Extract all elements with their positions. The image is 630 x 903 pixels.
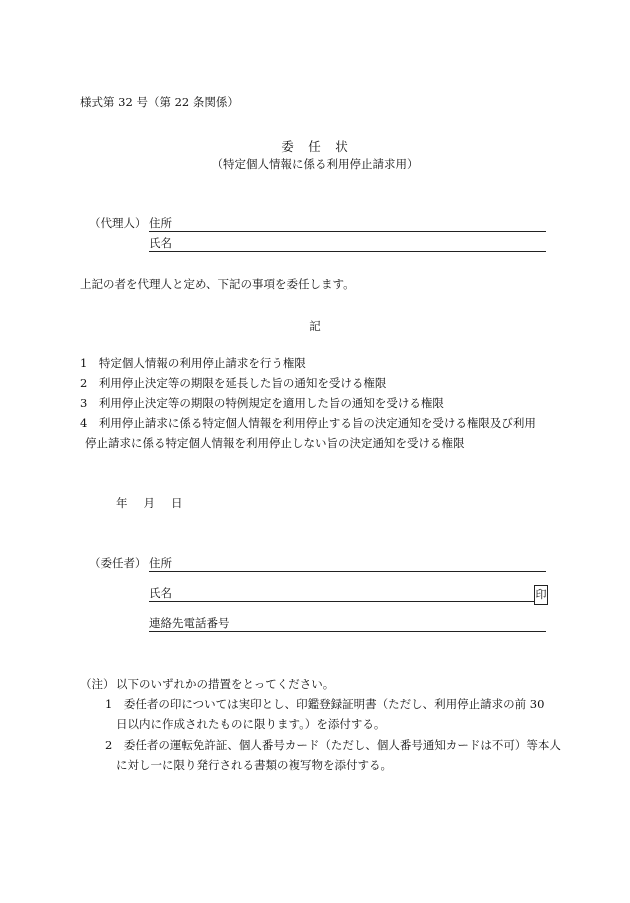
- notes-label: （注）: [80, 677, 115, 691]
- principal-phone-field: [149, 631, 546, 632]
- item-continuation: 停止請求に係る特定個人情報を利用停止しない旨の決定通知を受ける権限: [85, 436, 465, 450]
- agent-name-field: [149, 251, 546, 252]
- note-text: 委任者の運転免許証、個人番号カード（ただし、個人番号通知カードは不可）等本人: [123, 738, 561, 752]
- date-year: 年: [116, 496, 128, 510]
- principal-label: （委任者）: [89, 556, 147, 570]
- note-item-continuation: 日以内に作成されたものに限ります。）を添付する。: [116, 717, 386, 731]
- item-text: 利用停止決定等の期限の特例規定を適用した旨の通知を受ける権限: [98, 396, 444, 410]
- note-number: 1: [105, 697, 113, 711]
- notes-intro: 以下のいずれかの措置をとってください。: [116, 677, 335, 691]
- list-item: [80, 397, 444, 411]
- principal-address-field: [149, 571, 546, 572]
- list-item: [80, 357, 306, 371]
- item-number: 3: [80, 396, 88, 410]
- form-number: 様式第 32 号（第 22 条関係）: [80, 95, 239, 109]
- item-number: 2: [80, 376, 88, 390]
- note-item: [105, 739, 561, 753]
- principal-name-label: 氏名: [149, 586, 172, 600]
- principal-name-field: [149, 601, 534, 602]
- item-number: 1: [80, 356, 88, 370]
- delegation-statement: 上記の者を代理人と定め、下記の事項を委任します。: [80, 277, 355, 291]
- date-line: [116, 497, 193, 511]
- item-text: 特定個人情報の利用停止請求を行う権限: [98, 356, 306, 370]
- note-number: 2: [105, 738, 113, 752]
- date-month: 月: [143, 496, 155, 510]
- agent-label: （代理人）: [89, 216, 147, 230]
- agent-name-label: 氏名: [149, 236, 172, 250]
- document-subtitle: （特定個人情報に係る利用停止請求用）: [211, 157, 419, 171]
- principal-address-label: 住所: [149, 556, 172, 570]
- agent-address-label: 住所: [149, 216, 172, 230]
- date-day: 日: [171, 496, 183, 510]
- list-item: [80, 377, 386, 391]
- agent-address-field: [149, 231, 546, 232]
- list-item: [80, 417, 536, 431]
- ki-heading: 記: [309, 319, 321, 333]
- item-text: 利用停止決定等の期限を延長した旨の通知を受ける権限: [98, 376, 387, 390]
- note-item: [105, 698, 544, 712]
- item-text: 利用停止請求に係る特定個人情報を利用停止する旨の決定通知を受ける権限及び利用: [98, 416, 536, 430]
- item-number: 4: [80, 416, 88, 430]
- document-title: 委 任 状: [281, 139, 349, 154]
- seal-box: 印: [534, 585, 548, 605]
- principal-phone-label: 連絡先電話番号: [149, 616, 230, 630]
- note-item-continuation: に対し一に限り発行される書類の複写物を添付する。: [116, 758, 392, 772]
- note-text: 委任者の印については実印とし、印鑑登録証明書（ただし、利用停止請求の前 30: [123, 697, 545, 711]
